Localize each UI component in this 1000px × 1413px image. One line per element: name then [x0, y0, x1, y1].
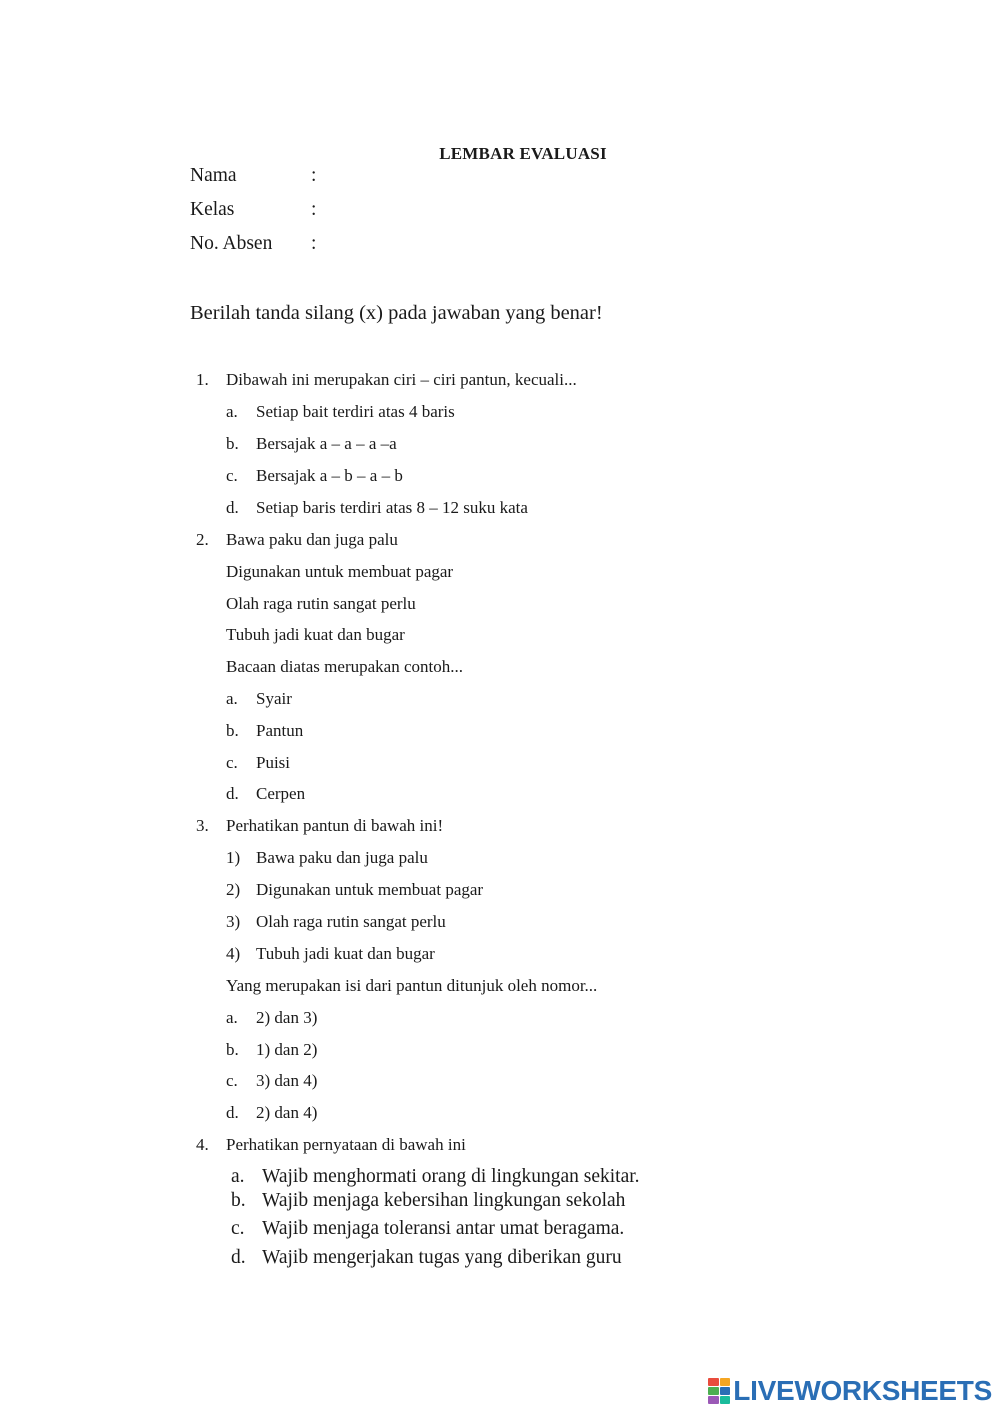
q1-option-b[interactable]: Bersajak a – a – a –a [256, 434, 397, 453]
question-4-text: Perhatikan pernyataan di bawah ini [226, 1135, 466, 1154]
q2-option-d-label: d. [226, 784, 239, 803]
q2-option-b[interactable]: Pantun [256, 721, 304, 740]
question-3-number: 3. [196, 816, 209, 835]
q3-option-b[interactable]: 1) dan 2) [256, 1040, 318, 1059]
q1-option-d-label: d. [226, 498, 239, 517]
q3-item-1-label: 1) [226, 848, 241, 867]
class-label: Kelas [190, 199, 235, 220]
q2-option-a[interactable]: Syair [256, 689, 292, 708]
q4-option-b-label: b. [231, 1190, 246, 1211]
q1-option-c[interactable]: Bersajak a – b – a – b [256, 466, 403, 485]
q3-item-2: Digunakan untuk membuat pagar [256, 880, 484, 899]
liveworksheets-mark-icon [708, 1378, 730, 1404]
instruction: Berilah tanda silang (x) pada jawaban yang benar! [190, 302, 603, 324]
q3-option-d-label: d. [226, 1103, 239, 1122]
q2-line: Bawa paku dan juga palu [226, 530, 398, 549]
q3-item-3-label: 3) [226, 912, 241, 931]
q1-option-b-label: b. [226, 434, 239, 453]
q4-option-d[interactable]: Wajib mengerjakan tugas yang diberikan guru [262, 1247, 622, 1268]
class-colon: : [311, 199, 317, 220]
q3-item-3: Olah raga rutin sangat perlu [256, 912, 446, 931]
q4-option-b[interactable]: Wajib menjaga kebersihan lingkungan sekolah [262, 1190, 626, 1211]
q2-option-c-label: c. [226, 753, 238, 772]
q3-prompt: Yang merupakan isi dari pantun ditunjuk oleh nomor... [226, 976, 598, 995]
q3-option-d[interactable]: 2) dan 4) [256, 1103, 318, 1122]
page-title: LEMBAR EVALUASI [439, 144, 607, 163]
q4-option-c-label: c. [231, 1218, 245, 1239]
q1-option-c-label: c. [226, 466, 238, 485]
q3-option-b-label: b. [226, 1040, 239, 1059]
q4-option-a-label: a. [231, 1166, 245, 1187]
liveworksheets-logo[interactable] [708, 1374, 992, 1408]
q3-item-1: Bawa paku dan juga palu [256, 848, 428, 867]
q3-option-c[interactable]: 3) dan 4) [256, 1071, 318, 1090]
q1-option-a[interactable]: Setiap bait terdiri atas 4 baris [256, 402, 455, 421]
question-4-number: 4. [196, 1135, 209, 1154]
question-1-number: 1. [196, 370, 209, 389]
q1-option-a-label: a. [226, 402, 238, 421]
q3-item-4: Tubuh jadi kuat dan bugar [256, 944, 435, 963]
q2-option-a-label: a. [226, 689, 238, 708]
q2-line: Digunakan untuk membuat pagar [226, 562, 454, 581]
question-3-text: Perhatikan pantun di bawah ini! [226, 816, 444, 835]
name-label: Nama [190, 165, 237, 186]
q2-option-b-label: b. [226, 721, 239, 740]
question-1-text: Dibawah ini merupakan ciri – ciri pantun, kecuali... [226, 370, 577, 389]
q4-option-d-label: d. [231, 1247, 246, 1268]
q3-item-4-label: 4) [226, 944, 241, 963]
q1-option-d[interactable]: Setiap baris terdiri atas 8 – 12 suku kata [256, 498, 528, 517]
question-2-number: 2. [196, 530, 209, 549]
absen-label: No. Absen [190, 233, 273, 254]
q2-line: Olah raga rutin sangat perlu [226, 594, 416, 613]
q2-prompt: Bacaan diatas merupakan contoh... [226, 657, 463, 676]
q3-option-a[interactable]: 2) dan 3) [256, 1008, 318, 1027]
absen-colon: : [311, 233, 317, 254]
q3-option-a-label: a. [226, 1008, 238, 1027]
q4-option-a[interactable]: Wajib menghormati orang di lingkungan sekitar. [262, 1166, 640, 1187]
q3-option-c-label: c. [226, 1071, 238, 1090]
q2-option-d[interactable]: Cerpen [256, 784, 306, 803]
name-colon: : [311, 165, 317, 186]
q2-line: Tubuh jadi kuat dan bugar [226, 625, 405, 644]
q3-item-2-label: 2) [226, 880, 241, 899]
q4-option-c[interactable]: Wajib menjaga toleransi antar umat beragama. [262, 1218, 625, 1239]
q2-option-c[interactable]: Puisi [256, 753, 291, 772]
logo-text: LIVEWORKSHEETS [733, 1375, 992, 1406]
